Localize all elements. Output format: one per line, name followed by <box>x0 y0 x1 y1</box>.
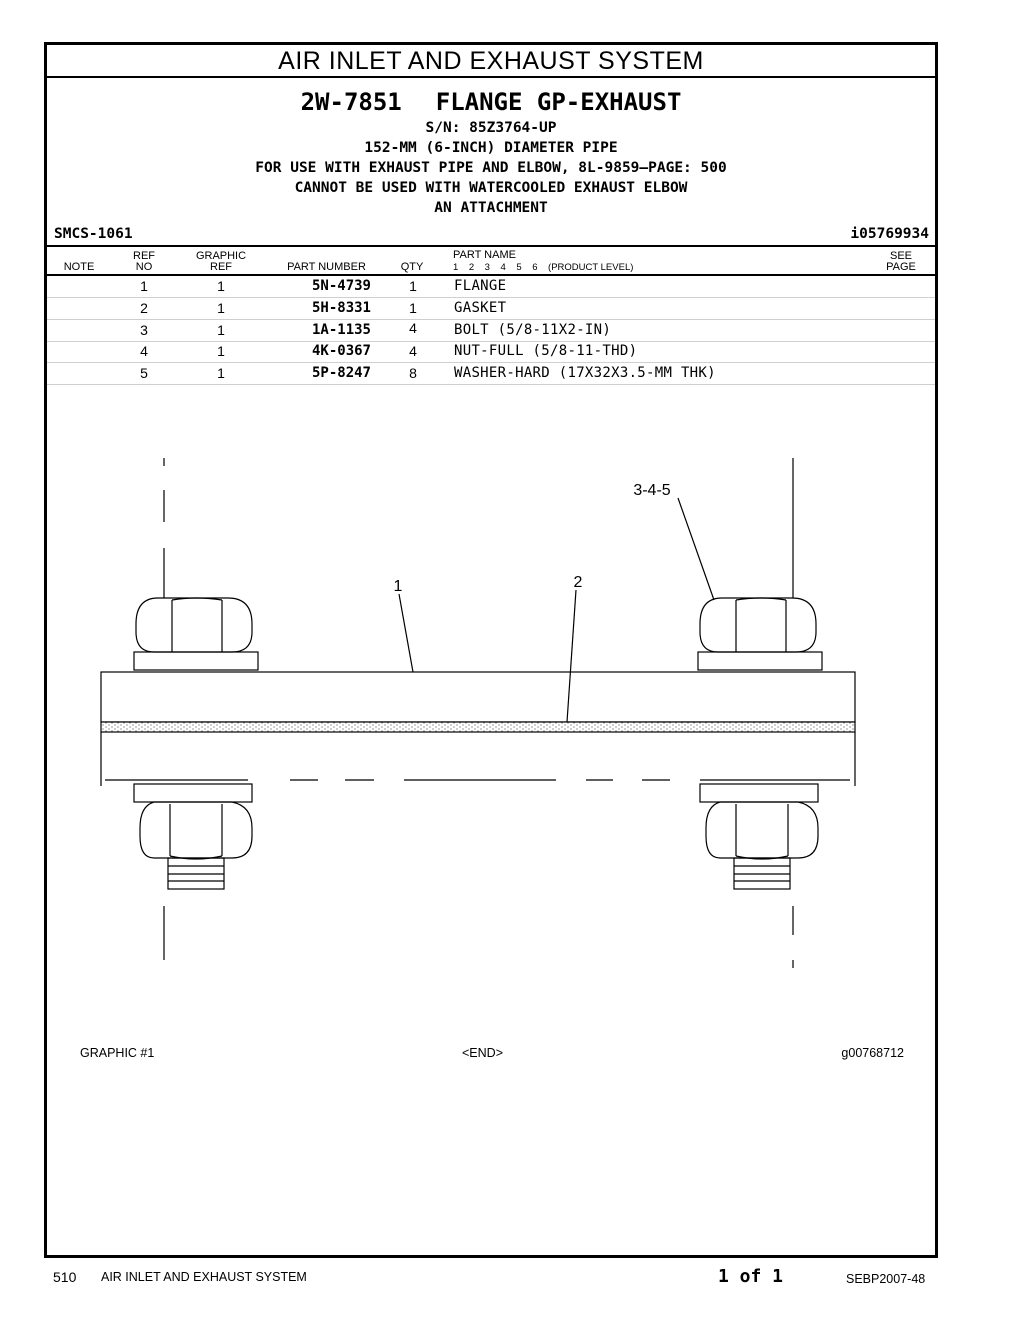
leader-line <box>567 590 576 722</box>
group-note: AN ATTACHMENT <box>434 200 548 216</box>
callout-gasket: 2 <box>573 574 583 591</box>
gasket-layer <box>101 722 855 732</box>
col-product-levels: 1 2 3 4 5 6 (PRODUCT LEVEL) <box>453 262 634 273</box>
footer-section: AIR INLET AND EXHAUST SYSTEM <box>101 1270 307 1284</box>
callout-flange: 1 <box>393 578 403 595</box>
col-part-number: PART NUMBER <box>287 261 366 273</box>
leader-line <box>399 594 413 672</box>
illustration-id: i05769934 <box>850 226 929 242</box>
group-part-number: 2W-7851 <box>300 88 402 116</box>
bolt-head <box>700 598 816 652</box>
nut <box>706 802 818 859</box>
col-ref-no: REF NO <box>133 250 155 273</box>
section-title: AIR INLET AND EXHAUST SYSTEM <box>47 45 935 78</box>
page-frame: AIR INLET AND EXHAUST SYSTEM 2W-7851 FLANGE GP-EXHAUST S/N: 85Z3764-UP 152-MM (6-INCH) DIAMETER PIPE FOR USE WITH EXHAUST PIPE AND ELBOW, 8L-9859—PAGE: 500 CANNOT BE USED WITH WATERCOOLED EXHAUST ELBOW AN ATTACHMENT SMCS-1061 i05769934 NOTE REF NO GRAPHIC REF PART NUMBER QTY PART NAME 1 2 3 4 5 6 (PRODUCT LEVEL) SEE PAGE 1 1 5N-4739 1 FLANGE 2 1 5H-8331 1 GASKET 3 1 1A-1135 4 BOLT (5/8-11X2-IN) 4 1 4K-0367 4 NUT-FULL (5/8-11-THD) 5 1 5P-8247 8 WASHER-HARD (17X32X3.5-MM THK) GRAPHIC #1 <END> g00768712 <box>44 42 938 1258</box>
col-graphic-ref: GRAPHIC REF <box>195 250 247 273</box>
page-of: 1 of 1 <box>718 1266 784 1287</box>
end-marker: <END> <box>462 1046 503 1060</box>
document-id: SEBP2007-48 <box>846 1272 926 1286</box>
page-number: 510 <box>53 1269 77 1285</box>
smcs-code: SMCS-1061 <box>54 226 133 242</box>
callout-hardware: 3-4-5 <box>633 482 671 499</box>
flange-plate <box>101 672 855 722</box>
graphic-label: GRAPHIC #1 <box>80 1046 155 1060</box>
bolt-tail <box>734 858 790 889</box>
col-qty: QTY <box>400 261 424 273</box>
group-note: 152-MM (6-INCH) DIAMETER PIPE <box>364 140 618 156</box>
washer <box>698 652 822 670</box>
washer <box>134 652 258 670</box>
col-part-name: PART NAME <box>453 249 516 261</box>
group-note: FOR USE WITH EXHAUST PIPE AND ELBOW, 8L-9859—PAGE: 500 <box>255 160 727 176</box>
bolt-tail <box>168 858 224 889</box>
group-note: CANNOT BE USED WITH WATERCOOLED EXHAUST ELBOW <box>294 180 688 196</box>
graphic-id: g00768712 <box>841 1046 904 1060</box>
washer <box>700 784 818 802</box>
nut <box>140 802 252 859</box>
col-see-page: SEE PAGE <box>886 250 916 273</box>
group-name: FLANGE GP-EXHAUST <box>435 88 682 116</box>
col-note: NOTE <box>63 261 95 273</box>
washer <box>134 784 252 802</box>
serial-number: S/N: 85Z3764-UP <box>425 120 557 136</box>
bolt-head <box>136 598 252 652</box>
leader-line <box>678 498 714 600</box>
